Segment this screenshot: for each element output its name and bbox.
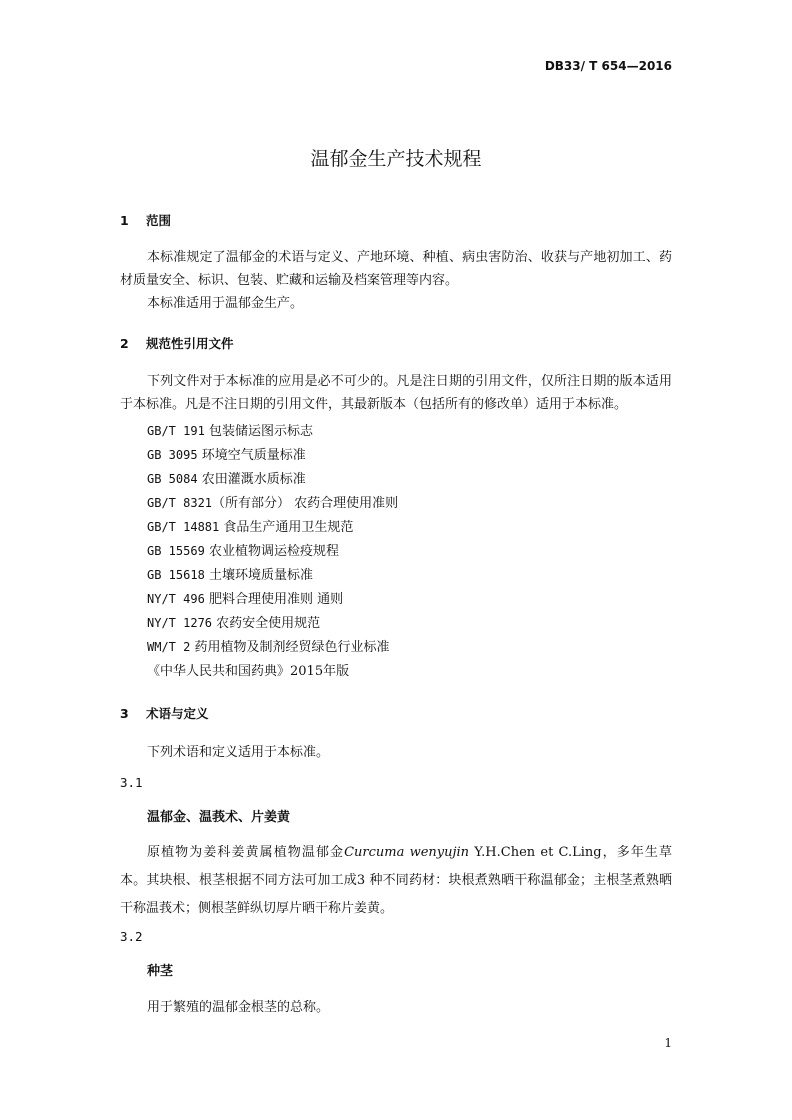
reference-name: 药用植物及制剂经贸绿色行业标准 [194, 640, 390, 655]
section-number: 2 [120, 336, 129, 351]
section-1-paragraph: 本标准适用于温郁金生产。 [147, 296, 304, 311]
section-title: 术语与定义 [146, 706, 209, 721]
definition-text: 原植物为姜科姜黄属植物温郁金 [147, 845, 345, 860]
reference-name: 土壤环境质量标准 [208, 568, 313, 583]
reference-item [147, 564, 313, 583]
latin-name: Curcuma wenyujin [344, 845, 470, 860]
section-3-heading [120, 704, 209, 722]
reference-name: （所有部分） 农药合理使用准则 [212, 496, 399, 511]
section-2-heading [120, 334, 234, 352]
reference-name: 包装储运图示标志 [208, 424, 313, 439]
term-heading: 种茎 [147, 964, 174, 979]
reference-item [147, 516, 353, 535]
reference-item [147, 636, 390, 655]
reference-item [147, 540, 339, 559]
reference-item [147, 468, 306, 487]
reference-name: 农药安全使用规范 [216, 616, 321, 631]
reference-code: GB/T 14881 [147, 520, 220, 534]
section-1-paragraph: 本标准规定了温郁金的术语与定义、产地环境、种植、病虫害防治、收获与产地初加工、药材质量安全、标识、包装、贮藏和运输及档案管理等内容。 [120, 250, 672, 288]
section-2-intro: 下列文件对于本标准的应用是必不可少的。凡是注日期的引用文件，仅所注日期的版本适用于本标准。凡是不注日期的引用文件，其最新版本（包括所有的修改单）适用于本标准。 [120, 374, 672, 412]
reference-code: GB/T 8321 [147, 496, 213, 510]
reference-name: 农田灌溉水质标准 [201, 472, 306, 487]
term-definition: 用于繁殖的温郁金根茎的总称。 [147, 1000, 330, 1015]
reference-code: GB 3095 [147, 448, 198, 462]
reference-item [147, 588, 343, 607]
reference-name: 食品生产通用卫生规范 [223, 520, 354, 535]
reference-item-pharmacopoeia: 《中华人民共和国药典》2015年版 [147, 664, 350, 679]
section-1-heading [120, 211, 171, 229]
definition-text: Y.H.Chen et C.Ling，多年生草本。其块根、根茎根据不同方法可加工成3 种不同药材：块根煮熟晒干称温郁金；主根茎煮熟晒干称温莪术；侧根茎鲜纵切厚片晒干称片姜黄。 [120, 845, 672, 916]
reference-item [147, 492, 398, 511]
reference-code: GB 15618 [147, 568, 205, 582]
clause-number: 3.2 [120, 929, 143, 944]
reference-item [147, 612, 320, 631]
reference-code: NY/T 496 [147, 592, 205, 606]
term-definition [120, 839, 672, 923]
reference-code: WM/T 2 [147, 640, 191, 654]
reference-item [147, 444, 306, 463]
section-number: 3 [120, 706, 129, 721]
reference-code: NY/T 1276 [147, 616, 213, 630]
section-3-intro: 下列术语和定义适用于本标准。 [147, 745, 330, 760]
reference-name: 环境空气质量标准 [201, 448, 306, 463]
reference-name: 肥料合理使用准则 通则 [208, 592, 344, 607]
term-heading: 温郁金、温莪术、片姜黄 [147, 810, 291, 825]
section-title: 规范性引用文件 [146, 336, 234, 351]
reference-code: GB 5084 [147, 472, 198, 486]
reference-code: GB/T 191 [147, 424, 205, 438]
standard-number: DB33/ T 654—2016 [544, 59, 672, 73]
page-number: 1 [664, 1036, 672, 1050]
page-title: 温郁金生产技术规程 [310, 148, 482, 170]
reference-name: 农业植物调运检疫规程 [208, 544, 339, 559]
reference-item [147, 420, 313, 439]
reference-code: GB 15569 [147, 544, 205, 558]
section-number: 1 [120, 213, 129, 228]
section-title: 范围 [146, 213, 172, 228]
clause-number: 3.1 [120, 775, 143, 790]
